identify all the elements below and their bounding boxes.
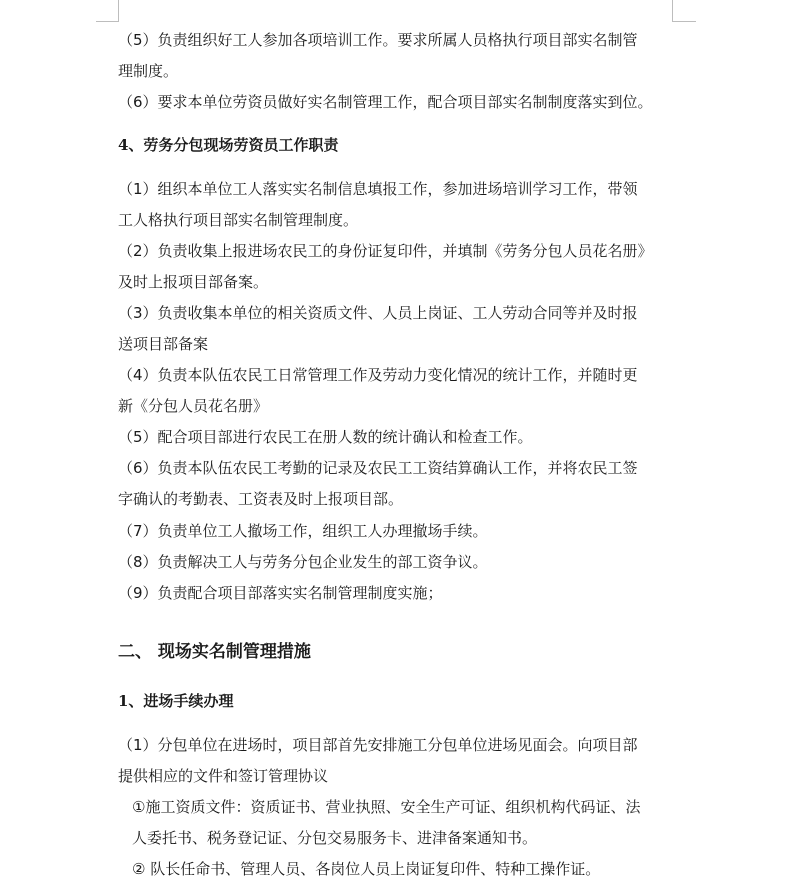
paragraph-line: （8）负责解决工人与劳务分包企业发生的部工资争议。 <box>118 553 488 571</box>
paragraph-line: （4）负责本队伍农民工日常管理工作及劳动力变化情况的统计工作，并随时更 <box>118 366 638 384</box>
paragraph-line: 理制度。 <box>118 62 179 80</box>
list-item-line: ①施工资质文件：资质证书、营业执照、安全生产可证、组织机构代码证、法 <box>132 798 641 816</box>
paragraph-line: （2）负责收集上报进场农民工的身份证复印件，并填制《劳务分包人员花名册》 <box>118 242 653 260</box>
paragraph-line: （6）要求本单位劳资员做好实名制管理工作，配合项目部实名制制度落实到位。 <box>118 93 653 111</box>
paragraph-line: （3）负责收集本单位的相关资质文件、人员上岗证、工人劳动合同等并及时报 <box>118 304 638 322</box>
paragraph-line: 工人格执行项目部实名制管理制度。 <box>118 211 359 229</box>
paragraph-line: （9）负责配合项目部落实实名制管理制度实施； <box>118 584 443 602</box>
paragraph-line: （5）负责组织好工人参加各项培训工作。要求所属人员格执行项目部实名制管 <box>118 31 638 49</box>
paragraph-line: （6）负责本队伍农民工考勤的记录及农民工工资结算确认工作，并将农民工签 <box>118 459 638 477</box>
paragraph-line: 新《分包人员花名册》 <box>118 397 269 415</box>
paragraph-line: （1）分包单位在进场时，项目部首先安排施工分包单位进场见面会。向项目部 <box>118 736 638 754</box>
page-corner-mark-right-vertical <box>672 0 673 22</box>
paragraph-line: 提供相应的文件和签订管理协议 <box>118 767 329 785</box>
list-item-line: 人委托书、税务登记证、分包交易服务卡、进津备案通知书。 <box>132 829 538 847</box>
paragraph-line: （5）配合项目部进行农民工在册人数的统计确认和检查工作。 <box>118 428 533 446</box>
page-corner-mark-left-vertical <box>118 0 119 22</box>
page-corner-mark-right-horizontal <box>672 21 696 22</box>
page-corner-mark-left-horizontal <box>96 21 119 22</box>
paragraph-line: 及时上报项目部备案。 <box>118 273 269 291</box>
chapter-heading: 二、 现场实名制管理措施 <box>118 642 311 662</box>
section-heading: 4、劳务分包现场劳资员工作职责 <box>118 136 339 154</box>
paragraph-line: （7）负责单位工人撤场工作，组织工人办理撤场手续。 <box>118 522 488 540</box>
list-item-line: ② 队长任命书、管理人员、各岗位人员上岗证复印件、特种工操作证。 <box>132 860 601 878</box>
section-heading: 1、进场手续办理 <box>118 692 234 710</box>
paragraph-line: 送项目部备案 <box>118 335 209 353</box>
paragraph-line: （1）组织本单位工人落实实名制信息填报工作，参加进场培训学习工作，带领 <box>118 180 638 198</box>
paragraph-line: 字确认的考勤表、工资表及时上报项目部。 <box>118 490 404 508</box>
